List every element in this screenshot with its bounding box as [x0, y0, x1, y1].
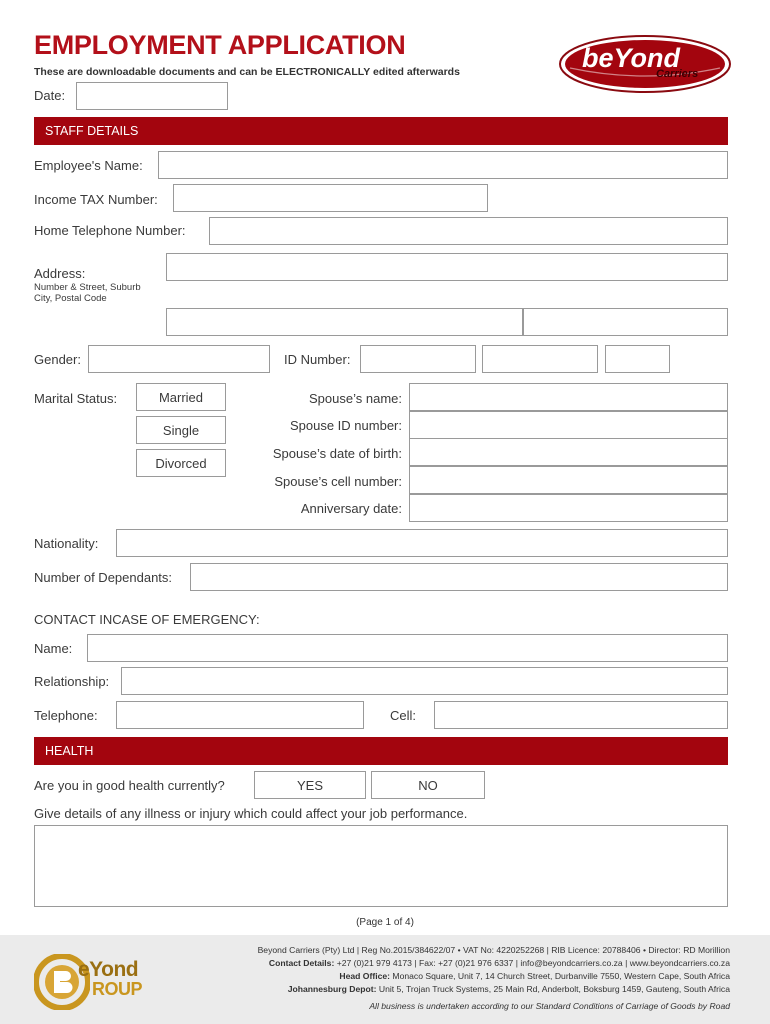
staff-details-header — [34, 117, 728, 145]
address-city-field[interactable] — [166, 308, 523, 336]
emergency-name-field[interactable] — [87, 634, 728, 662]
page-number: (Page 1 of 4) — [356, 917, 414, 928]
address-hint-street: Number & Street, Suburb — [34, 282, 141, 293]
spouse-cell-field[interactable] — [409, 466, 728, 494]
id-number-field-2[interactable] — [482, 345, 598, 373]
emergency-name-label: Name: — [34, 641, 73, 656]
footer-jhb-line — [288, 984, 730, 994]
anniversary-label: Anniversary date: — [300, 501, 402, 516]
emergency-telephone-label: Telephone: — [34, 708, 98, 723]
spouse-id-field[interactable] — [409, 411, 728, 439]
footer-head-office-line — [339, 971, 730, 981]
page-subtitle: These are downloadable documents and can be ELECTRONICALLY edited afterwards — [34, 66, 460, 78]
spouse-name-field[interactable] — [409, 383, 728, 411]
employee-name-field[interactable] — [158, 151, 728, 179]
anniversary-field[interactable] — [409, 494, 728, 522]
gender-label: Gender: — [34, 352, 81, 367]
beyond-carriers-logo — [558, 34, 732, 94]
staff-details-heading: STAFF DETAILS — [45, 124, 139, 138]
nationality-field[interactable] — [116, 529, 728, 557]
emergency-cell-field[interactable] — [434, 701, 728, 729]
footer-contact-line — [269, 958, 730, 968]
emergency-telephone-field[interactable] — [116, 701, 364, 729]
health-details-field[interactable] — [34, 825, 728, 907]
income-tax-label: Income TAX Number: — [34, 192, 158, 207]
spouse-dob-field[interactable] — [409, 438, 728, 466]
emergency-cell-label: Cell: — [390, 708, 417, 723]
spouse-name-label: Spouse’s name: — [309, 391, 402, 406]
footer-jhb-label: Johannesburg Depot: — [287, 984, 377, 994]
footer-contact-label: Contact Details: — [268, 958, 335, 968]
marital-status-label: Marital Status: — [34, 391, 118, 406]
health-details-label: Give details of any illness or injury which could affect your job performance. — [34, 806, 468, 821]
nationality-label: Nationality: — [34, 536, 99, 551]
footer-company-line: Beyond Carriers (Pty) Ltd | Reg No.2015/384622/07 • VAT No: 4220252268 | RIB Licence: 20788406 • Director: RD Morillion — [257, 945, 730, 955]
id-number-field[interactable] — [360, 345, 476, 373]
beyond-group-logo — [34, 952, 154, 1010]
health-question: Are you in good health currently? — [34, 778, 225, 793]
address-label: Address: — [34, 266, 86, 281]
footer-head-office-label: Head Office: — [339, 971, 391, 981]
employee-name-label: Employee's Name: — [34, 158, 143, 173]
relationship-label: Relationship: — [34, 674, 110, 689]
dependants-label: Number of Dependants: — [34, 570, 173, 585]
health-no-option[interactable]: NO — [371, 771, 485, 799]
footer-head-office-value: Monaco Square, Unit 7, 14 Church Street, Durbanville 7550, Western Cape, South Africa — [392, 971, 730, 981]
income-tax-field[interactable] — [173, 184, 488, 212]
health-yes-option[interactable]: YES — [254, 771, 366, 799]
spouse-id-label: Spouse ID number: — [289, 418, 402, 433]
logo-text-main: beYond — [582, 43, 680, 73]
marital-option-single[interactable]: Single — [136, 416, 226, 444]
id-number-field-3[interactable] — [605, 345, 670, 373]
footer-jhb-value: Unit 5, Trojan Truck Systems, 25 Main Rd, Anderbolt, Boksburg 1459, Gauteng, South Africa — [378, 984, 730, 994]
relationship-field[interactable] — [121, 667, 728, 695]
footer-disclaimer — [369, 1001, 730, 1011]
id-number-label: ID Number: — [284, 352, 351, 367]
gender-field[interactable] — [88, 345, 270, 373]
address-line1-field[interactable] — [166, 253, 728, 281]
home-telephone-label: Home Telephone Number: — [34, 223, 186, 238]
address-hint-city: City, Postal Code — [34, 293, 107, 304]
spouse-dob-label: Spouse’s date of birth: — [272, 446, 402, 461]
home-telephone-field[interactable] — [209, 217, 728, 245]
health-heading: HEALTH — [45, 744, 94, 758]
date-label: Date: — [34, 88, 66, 103]
date-field[interactable] — [76, 82, 228, 110]
page-title: EMPLOYMENT APPLICATION — [34, 30, 406, 60]
marital-option-divorced[interactable]: Divorced — [136, 449, 226, 477]
health-header — [34, 737, 728, 765]
footer-logo-main: eYond — [78, 958, 139, 981]
marital-option-married[interactable]: Married — [136, 383, 226, 411]
logo-text-sub: Carriers — [656, 68, 699, 80]
footer-disclaimer-text: All business is undertaken according to our Standard Conditions of Carriage of Goods by Road — [369, 1001, 730, 1011]
spouse-cell-label: Spouse’s cell number: — [274, 474, 402, 489]
dependants-field[interactable] — [190, 563, 728, 591]
footer-logo-sub: ROUP — [92, 979, 143, 999]
footer-contact-value: +27 (0)21 979 4173 | Fax: +27 (0)21 976 6337 | info@beyondcarriers.co.za | www.beyondcarriers.co.za — [336, 958, 730, 968]
address-postal-code-field[interactable] — [523, 308, 728, 336]
emergency-heading: CONTACT INCASE OF EMERGENCY: — [34, 612, 260, 627]
